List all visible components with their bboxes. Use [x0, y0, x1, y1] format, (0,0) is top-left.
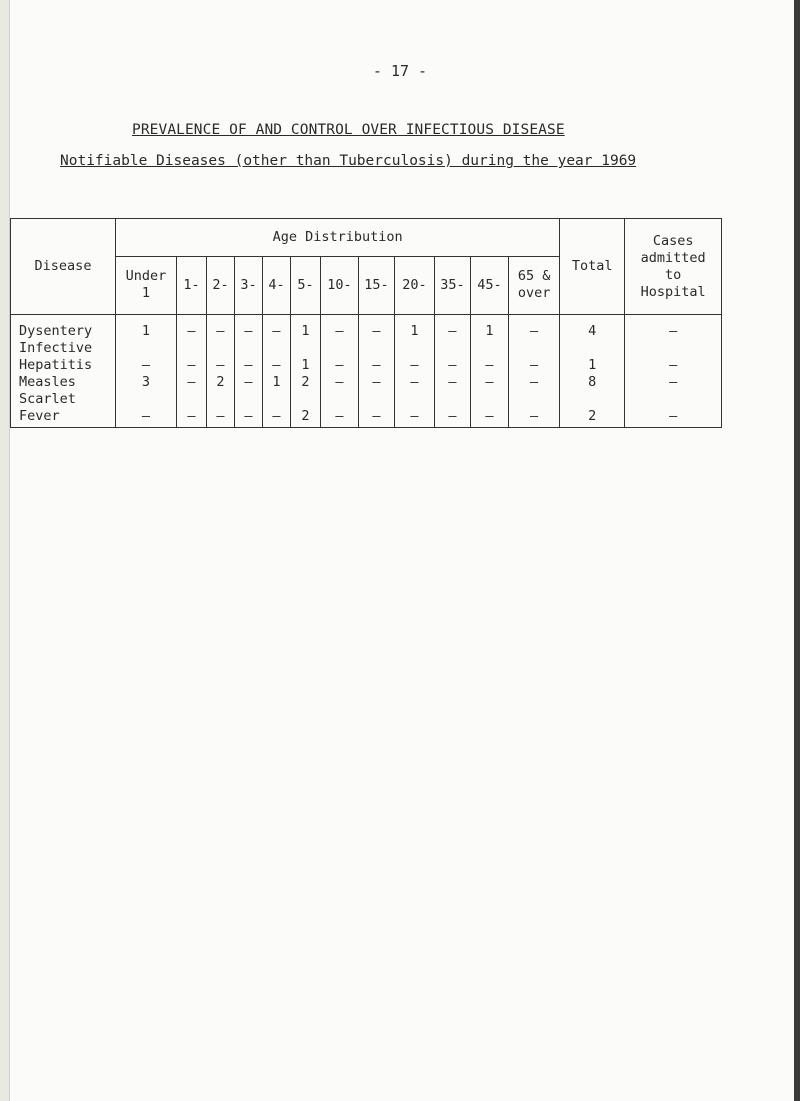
age-bucket-header: 15- — [359, 256, 395, 314]
table-row-infective-label — [11, 339, 722, 356]
table-cell: 2 — [291, 407, 321, 428]
table-cell: – — [321, 315, 359, 340]
hospital-header-line: admitted — [640, 249, 706, 266]
disease-table — [10, 218, 722, 428]
total-column-header: Total — [560, 219, 625, 315]
table-cell: – — [235, 407, 263, 428]
hospital-column-header — [625, 219, 722, 315]
table-cell: 1 — [116, 315, 177, 340]
table-cell: – — [177, 356, 207, 373]
page-left-edge — [0, 0, 10, 1101]
table-cell: – — [435, 315, 471, 340]
table-cell: – — [207, 356, 235, 373]
table-cell: – — [207, 315, 235, 340]
table-row-dysentery — [11, 315, 722, 340]
table-cell: 3 — [116, 373, 177, 390]
total-cell: 4 — [560, 315, 625, 340]
age-65-over-header: 65 & over — [509, 256, 560, 314]
age-bucket-header: 1- — [177, 256, 207, 314]
table-cell: – — [116, 356, 177, 373]
table-cell: – — [509, 356, 560, 373]
table-cell: – — [359, 407, 395, 428]
age-bucket-header: 35- — [435, 256, 471, 314]
disease-column-header: Disease — [11, 219, 116, 315]
table-cell: – — [263, 407, 291, 428]
table-cell: – — [435, 407, 471, 428]
age-bucket-header: 20- — [395, 256, 435, 314]
table-cell: – — [321, 407, 359, 428]
disease-name: Scarlet — [11, 390, 116, 407]
table-cell: – — [471, 373, 509, 390]
total-cell: 8 — [560, 373, 625, 390]
table-cell: – — [116, 407, 177, 428]
age-bucket-header: 2- — [207, 256, 235, 314]
age-distribution-header: Age Distribution — [116, 219, 560, 257]
disease-name: Infective — [11, 339, 116, 356]
table-cell: – — [207, 407, 235, 428]
table-cell: – — [359, 315, 395, 340]
hospital-header-line: Cases — [652, 232, 694, 249]
table-cell: – — [395, 356, 435, 373]
table-cell: – — [235, 373, 263, 390]
table-row-infective-hepatitis — [11, 356, 722, 373]
age-bucket-header: 45- — [471, 256, 509, 314]
table-cell: 1 — [471, 315, 509, 340]
table-cell: – — [263, 315, 291, 340]
age-bucket-header: 4- — [263, 256, 291, 314]
table-cell: 1 — [395, 315, 435, 340]
table-cell: – — [471, 356, 509, 373]
age-bucket-header: 5- — [291, 256, 321, 314]
table-cell: – — [321, 373, 359, 390]
table-cell: – — [359, 356, 395, 373]
age-bucket-header: 3- — [235, 256, 263, 314]
table-cell: 1 — [263, 373, 291, 390]
hospital-header-line: Hospital — [640, 283, 706, 300]
page-title: PREVALENCE OF AND CONTROL OVER INFECTIOUS DISEASE — [132, 122, 565, 138]
age-under-1-header: Under 1 — [116, 256, 177, 314]
total-cell: 2 — [560, 407, 625, 428]
table-cell: – — [471, 407, 509, 428]
table-cell: 2 — [207, 373, 235, 390]
table-cell: – — [435, 356, 471, 373]
table-cell: 1 — [291, 356, 321, 373]
table-cell: – — [263, 356, 291, 373]
table-row-scarlet-label — [11, 390, 722, 407]
table-subtitle: Notifiable Diseases (other than Tuberculosis) during the year 1969 — [60, 153, 637, 169]
table-cell: – — [435, 373, 471, 390]
table-cell: – — [235, 356, 263, 373]
table-cell: – — [321, 356, 359, 373]
table-row-scarlet-fever — [11, 407, 722, 428]
hospital-cell: – — [625, 315, 722, 340]
age-bucket-header: 10- — [321, 256, 359, 314]
hospital-header-line: to — [665, 266, 682, 283]
table-cell: – — [509, 373, 560, 390]
table-row-measles — [11, 373, 722, 390]
page-right-edge — [794, 0, 800, 1101]
hospital-cell: – — [625, 407, 722, 428]
total-cell: 1 — [560, 356, 625, 373]
table-cell: – — [395, 407, 435, 428]
hospital-cell: – — [625, 373, 722, 390]
table-cell: – — [235, 315, 263, 340]
disease-name: Fever — [11, 407, 116, 428]
disease-name: Hepatitis — [11, 356, 116, 373]
hospital-cell: – — [625, 356, 722, 373]
table-cell: – — [359, 373, 395, 390]
disease-name: Dysentery — [11, 315, 116, 340]
disease-name: Measles — [11, 373, 116, 390]
table-cell: 1 — [291, 315, 321, 340]
table-cell: – — [509, 315, 560, 340]
table-cell: – — [395, 373, 435, 390]
table-cell: 2 — [291, 373, 321, 390]
table-cell: – — [177, 373, 207, 390]
page-number: - 17 - — [372, 62, 428, 80]
table-cell: – — [177, 315, 207, 340]
table-cell: – — [509, 407, 560, 428]
table-cell: – — [177, 407, 207, 428]
